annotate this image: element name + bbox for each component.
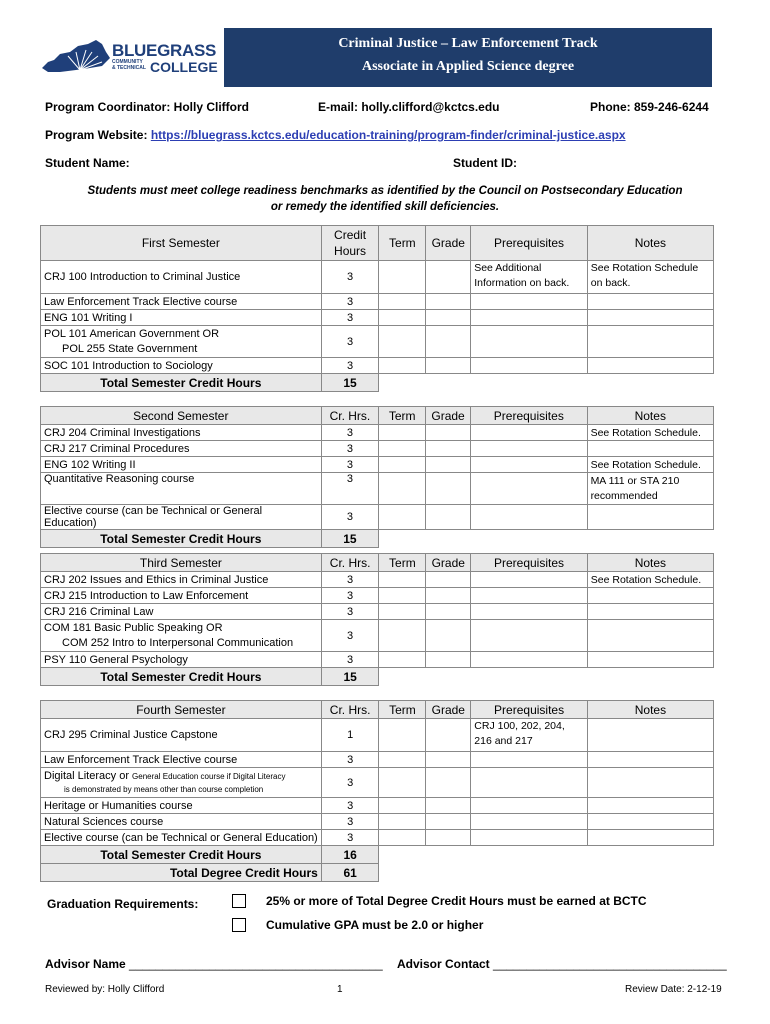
kentucky-map-icon — [40, 38, 112, 74]
table-row: CRJ 202 Issues and Ethics in Criminal Justice 3 See Rotation Schedule. — [41, 572, 714, 588]
readiness-notice: Students must meet college readiness benchmarks as identified by the Council on Postsecondary Education or remedy the identified skill deficiencies. — [87, 185, 683, 213]
notes-header: Notes — [587, 226, 713, 261]
college-logo — [40, 38, 220, 78]
table-row: CRJ 215 Introduction to Law Enforcement 3 — [41, 588, 714, 604]
coordinator-phone: Phone: 859-246-6244 — [590, 100, 709, 114]
requirement-credit-hours: 25% or more of Total Degree Credit Hours must be earned at BCTC — [266, 894, 647, 908]
credit-hours-header: Cr. Hrs. — [321, 554, 379, 572]
term-header: Term — [379, 554, 426, 572]
semester-title: First Semester — [41, 226, 322, 261]
grade-header: Grade — [426, 701, 471, 719]
requirement-gpa: Cumulative GPA must be 2.0 or higher — [266, 918, 484, 932]
fourth-semester-table — [40, 700, 714, 882]
table-row: Elective course (can be Technical or General Education) 3 — [41, 830, 714, 846]
table-row: ENG 101 Writing I 3 — [41, 310, 714, 326]
reviewed-by: Reviewed by: Holly Clifford — [45, 984, 165, 995]
grade-header: Grade — [426, 554, 471, 572]
total-row: Total Semester Credit Hours 15 — [41, 374, 714, 392]
notes-header: Notes — [587, 701, 713, 719]
table-row: SOC 101 Introduction to Sociology 3 — [41, 358, 714, 374]
term-header: Term — [379, 226, 426, 261]
table-row: ENG 102 Writing II 3 See Rotation Schedule. — [41, 457, 714, 473]
notes-header: Notes — [587, 407, 713, 425]
advisor-name-field: Advisor Name ______________________________________ — [45, 957, 383, 971]
table-row: Digital Literacy or General Education course if Digital Literacy is demonstrated by means other than course completion 3 — [41, 768, 714, 798]
degree-total-row: Total Degree Credit Hours 61 — [41, 864, 714, 882]
coordinator-email: E-mail: holly.clifford@kctcs.edu — [318, 100, 500, 114]
total-row: Total Semester Credit Hours 15 — [41, 668, 714, 686]
logo-text-community: COMMUNITY & TECHNICAL — [112, 59, 146, 71]
student-id-label: Student ID: — [453, 156, 517, 170]
logo-text-bluegrass: BLUEGRASS — [112, 41, 217, 60]
table-row: COM 181 Basic Public Speaking OR COM 252 Intro to Interpersonal Communication 3 — [41, 620, 714, 652]
program-website-link[interactable]: https://bluegrass.kctcs.edu/education-training/program-finder/criminal-justice.aspx — [150, 128, 626, 142]
grade-header: Grade — [426, 226, 471, 261]
semester-title: Second Semester — [41, 407, 322, 425]
grade-header: Grade — [426, 407, 471, 425]
prereq-header: Prerequisites — [471, 701, 588, 719]
term-header: Term — [379, 407, 426, 425]
table-row: Quantitative Reasoning course 3 MA 111 or STA 210 recommended — [41, 473, 714, 505]
credit-hours-header: Cr. Hrs. — [321, 407, 379, 425]
requirement-checkbox-2[interactable] — [232, 918, 246, 932]
page-number: 1 — [337, 984, 343, 995]
prereq-header: Prerequisites — [471, 226, 588, 261]
banner-subtitle: Associate in Applied Science degree — [361, 59, 575, 74]
program-coordinator: Program Coordinator: Holly Clifford — [45, 100, 249, 114]
credit-hours-header: Cr. Hrs. — [321, 701, 379, 719]
logo-text-college: COLLEGE — [150, 59, 218, 75]
table-row: Heritage or Humanities course 3 — [41, 798, 714, 814]
notes-header: Notes — [587, 554, 713, 572]
table-row: Elective course (can be Technical or General Education) 3 — [41, 505, 714, 530]
title-banner — [224, 28, 712, 87]
table-row: Natural Sciences course 3 — [41, 814, 714, 830]
student-name-label: Student Name: — [45, 156, 130, 170]
table-row: CRJ 204 Criminal Investigations 3 See Rotation Schedule. — [41, 425, 714, 441]
second-semester-table — [40, 406, 714, 548]
table-row: CRJ 217 Criminal Procedures 3 — [41, 441, 714, 457]
table-row: CRJ 100 Introduction to Criminal Justice 3 See Additional Information on back. See Rotation Schedule on back. — [41, 261, 714, 294]
table-row: Law Enforcement Track Elective course 3 — [41, 752, 714, 768]
total-row: Total Semester Credit Hours 16 — [41, 846, 714, 864]
program-website: Program Website: https://bluegrass.kctcs.edu/education-training/program-finder/criminal-justice.aspx — [45, 128, 626, 142]
semester-title: Third Semester — [41, 554, 322, 572]
prereq-header: Prerequisites — [471, 554, 588, 572]
banner-title: Criminal Justice – Law Enforcement Track — [338, 36, 598, 51]
semester-title: Fourth Semester — [41, 701, 322, 719]
prereq-header: Prerequisites — [471, 407, 588, 425]
table-row: POL 101 American Government OR POL 255 State Government 3 — [41, 326, 714, 358]
total-row: Total Semester Credit Hours 15 — [41, 530, 714, 548]
table-row: CRJ 295 Criminal Justice Capstone 1 CRJ 100, 202, 204, 216 and 217 — [41, 719, 714, 752]
advisor-contact-field: Advisor Contact ___________________________________ — [397, 957, 727, 971]
term-header: Term — [379, 701, 426, 719]
table-row: PSY 110 General Psychology 3 — [41, 652, 714, 668]
credit-hours-header: Credit Hours — [321, 226, 379, 261]
requirement-checkbox-1[interactable] — [232, 894, 246, 908]
graduation-requirements-label: Graduation Requirements: — [47, 897, 199, 911]
third-semester-table — [40, 553, 714, 686]
table-row: Law Enforcement Track Elective course 3 — [41, 294, 714, 310]
table-row: CRJ 216 Criminal Law 3 — [41, 604, 714, 620]
review-date: Review Date: 2-12-19 — [625, 984, 722, 995]
first-semester-table — [40, 225, 714, 392]
